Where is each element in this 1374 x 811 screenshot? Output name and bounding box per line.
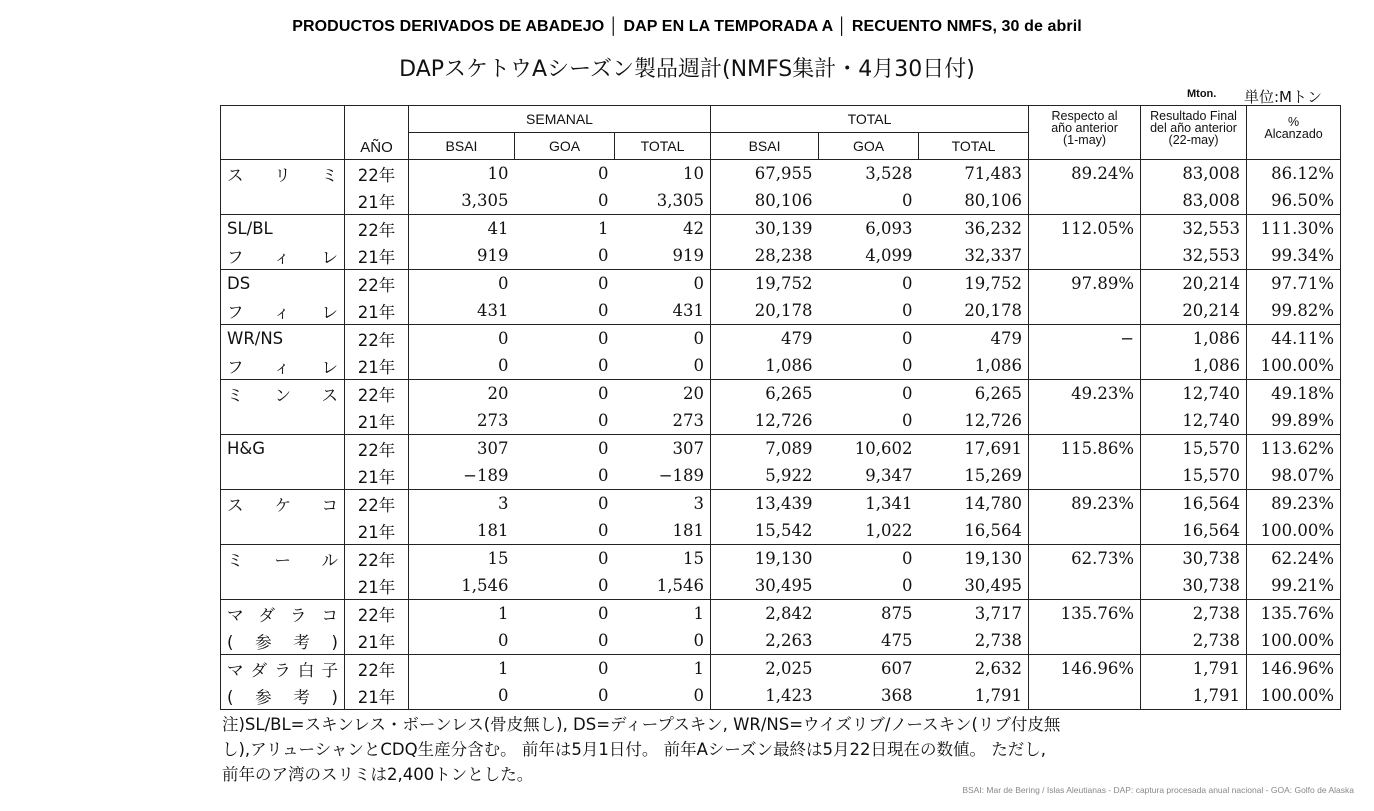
table-row: [221, 215, 1341, 243]
cell-w-goa: 0: [515, 325, 615, 353]
header-prev-year: Respecto al año anterior (1-may): [1029, 106, 1141, 160]
cell-w-bsai: 919: [477, 246, 509, 265]
year-cell: 22年: [345, 545, 409, 573]
year-cell: 21年: [345, 572, 409, 600]
cell-t-goa: 607: [819, 655, 919, 683]
cell-w-goa: 0: [515, 380, 615, 408]
cell-pct: 100.00%: [1260, 356, 1335, 375]
cell-pct: 96.50%: [1271, 191, 1335, 210]
cell-t-goa: 0: [819, 325, 919, 353]
cell-prev: [1029, 517, 1141, 545]
cell-final: 1,086: [1141, 325, 1247, 353]
cell-t-total: 15,269: [919, 462, 1029, 490]
header-row-1: [221, 106, 1341, 133]
cell-w-goa: 0: [598, 301, 609, 320]
cell-t-bsai: 28,238: [754, 246, 813, 265]
cell-w-bsai: 0: [498, 686, 509, 705]
cell-w-bsai: 431: [477, 301, 509, 320]
cell-t-bsai: 5,922: [765, 466, 813, 485]
cell-w-total: 3: [615, 490, 711, 518]
table-row: [221, 242, 1341, 270]
cell-w-total: 273: [615, 407, 711, 435]
production-table: [220, 105, 1341, 710]
cell-t-goa: 9,347: [865, 466, 913, 485]
cell-final: 16,564: [1141, 490, 1247, 518]
cell-w-total: 15: [615, 545, 711, 573]
cell-w-bsai: 3: [409, 490, 515, 518]
cell-prev: [1029, 242, 1141, 270]
cell-prev: 89.23%: [1029, 490, 1141, 518]
cell-w-goa: 0: [515, 655, 615, 683]
table-row: [221, 627, 1341, 655]
cell-t-total: 19,130: [919, 545, 1029, 573]
cell-pct: 99.21%: [1271, 576, 1335, 595]
cell-t-bsai: 6,265: [711, 380, 819, 408]
cell-w-goa: 0: [598, 466, 609, 485]
header-t-bsai: BSAI: [711, 133, 819, 160]
cell-prev: [1029, 187, 1141, 215]
cell-final: 12,740: [1141, 380, 1247, 408]
cell-pct: 146.96%: [1247, 655, 1341, 683]
cell-t-bsai: 1,086: [765, 356, 813, 375]
cell-t-total: 2,738: [919, 627, 1029, 655]
footnote-line: 前年のア湾のスリミは2,400トンとした。: [222, 765, 534, 784]
cell-pct: 113.62%: [1247, 435, 1341, 463]
cell-t-goa: 0: [819, 545, 919, 573]
cell-w-total: 3,305: [615, 187, 711, 215]
cell-t-goa: 0: [902, 411, 913, 430]
table-row: [221, 682, 1341, 710]
table-row: [221, 655, 1341, 683]
cell-pct: 111.30%: [1247, 215, 1341, 243]
product-japanese-name: H&G: [221, 435, 345, 463]
cell-w-total: 10: [615, 160, 711, 188]
product-japanese-name: フィレ: [221, 242, 345, 270]
cell-pct: 86.12%: [1247, 160, 1341, 188]
cell-final: 16,564: [1141, 517, 1247, 545]
cell-final: 30,738: [1141, 545, 1247, 573]
cell-t-total: 12,726: [919, 407, 1029, 435]
cell-t-bsai: 15,542: [754, 521, 813, 540]
table-row: [221, 380, 1341, 408]
cell-w-bsai: 181: [477, 521, 509, 540]
cell-w-bsai: 20: [409, 380, 515, 408]
cell-prev: 112.05%: [1029, 215, 1141, 243]
cell-prev: [1029, 462, 1141, 490]
header-w-bsai: BSAI: [409, 133, 515, 160]
product-japanese-name: (参考): [221, 627, 345, 655]
cell-t-total: 17,691: [919, 435, 1029, 463]
table-row: [221, 270, 1341, 298]
table-row: [221, 545, 1341, 573]
year-cell: 21年: [345, 682, 409, 710]
footnote: [222, 712, 1342, 787]
product-japanese-name: スリミ: [221, 160, 345, 188]
cell-t-total: 1,791: [919, 682, 1029, 710]
year-cell: 21年: [345, 627, 409, 655]
cell-t-bsai: 80,106: [754, 191, 813, 210]
product-japanese-name: マダラ白子: [221, 655, 345, 683]
cell-w-goa: 0: [598, 246, 609, 265]
cell-w-total: 0: [615, 352, 711, 380]
cell-w-bsai: 1: [409, 600, 515, 628]
header-total: TOTAL: [711, 106, 1029, 133]
year-cell: 21年: [345, 462, 409, 490]
cell-t-bsai: 1,423: [765, 686, 813, 705]
cell-prev: [1029, 407, 1141, 435]
cell-t-bsai: 13,439: [711, 490, 819, 518]
product-japanese-name: フィレ: [221, 297, 345, 325]
header-w-goa: GOA: [515, 133, 615, 160]
product-japanese-name: [221, 462, 345, 490]
cell-final: 15,570: [1141, 435, 1247, 463]
cell-w-bsai: 10: [409, 160, 515, 188]
cell-t-goa: 0: [819, 380, 919, 408]
cell-t-bsai: 2,263: [765, 631, 813, 650]
cell-w-goa: 0: [515, 160, 615, 188]
product-japanese-name: フィレ: [221, 352, 345, 380]
product-japanese-name: スケコ: [221, 490, 345, 518]
cell-t-total: 6,265: [919, 380, 1029, 408]
cell-w-bsai: 307: [409, 435, 515, 463]
cell-t-total: 19,752: [919, 270, 1029, 298]
cell-pct: 98.07%: [1271, 466, 1335, 485]
cell-t-bsai: 2,025: [711, 655, 819, 683]
cell-final: 15,570: [1141, 462, 1247, 490]
cell-t-bsai: 12,726: [754, 411, 813, 430]
table-row: [221, 572, 1341, 600]
table-row: [221, 407, 1341, 435]
cell-final: 83,008: [1141, 187, 1247, 215]
cell-w-total: 1: [615, 600, 711, 628]
cell-w-bsai: −189: [463, 466, 509, 485]
cell-pct: 99.34%: [1271, 246, 1335, 265]
cell-pct: 100.00%: [1260, 686, 1335, 705]
cell-w-bsai: 0: [498, 356, 509, 375]
cell-w-bsai: 0: [498, 631, 509, 650]
cell-pct: 97.71%: [1247, 270, 1341, 298]
product-japanese-name: ミール: [221, 545, 345, 573]
product-japanese-name: [221, 407, 345, 435]
cell-pct: 100.00%: [1260, 631, 1335, 650]
year-cell: 22年: [345, 380, 409, 408]
product-japanese-name: DS: [221, 270, 345, 298]
cell-t-goa: 0: [902, 191, 913, 210]
cell-prev: 115.86%: [1029, 435, 1141, 463]
year-cell: 22年: [345, 600, 409, 628]
cell-pct: 49.18%: [1247, 380, 1341, 408]
cell-w-goa: 0: [515, 600, 615, 628]
cell-w-bsai: 1: [409, 655, 515, 683]
cell-t-bsai: 20,178: [754, 301, 813, 320]
header-semanal: SEMANAL: [409, 106, 711, 133]
footnote-line: 注)SL/BL=スキンレス・ボーンレス(骨皮無し), DS=ディープスキン, WR/NS=ウイズリブ/ノースキン(リブ付皮無: [222, 715, 1061, 734]
cell-t-goa: 0: [902, 356, 913, 375]
year-cell: 22年: [345, 270, 409, 298]
cell-pct: 62.24%: [1247, 545, 1341, 573]
cell-t-goa: 475: [881, 631, 913, 650]
cell-final: 30,738: [1141, 572, 1247, 600]
cell-w-total: 919: [615, 242, 711, 270]
product-japanese-name: ミンス: [221, 380, 345, 408]
product-japanese-name: [221, 187, 345, 215]
cell-t-bsai: 19,752: [711, 270, 819, 298]
cell-prev: −: [1029, 325, 1141, 353]
cell-prev: [1029, 352, 1141, 380]
cell-t-bsai: 67,955: [711, 160, 819, 188]
cell-t-goa: 1,022: [865, 521, 913, 540]
cell-w-total: 20: [615, 380, 711, 408]
cell-w-goa: 0: [598, 191, 609, 210]
year-cell: 21年: [345, 187, 409, 215]
product-japanese-name: マダラコ: [221, 600, 345, 628]
cell-prev: 62.73%: [1029, 545, 1141, 573]
cell-t-goa: 0: [902, 576, 913, 595]
year-cell: 22年: [345, 160, 409, 188]
table-row: [221, 462, 1341, 490]
cell-w-bsai: 41: [409, 215, 515, 243]
cell-prev: 89.24%: [1029, 160, 1141, 188]
year-cell: 21年: [345, 517, 409, 545]
cell-w-goa: 0: [598, 356, 609, 375]
cell-pct: 99.89%: [1271, 411, 1335, 430]
cell-t-total: 32,337: [919, 242, 1029, 270]
page-title-spanish: PRODUCTOS DERIVADOS DE ABADEJO │ DAP EN LA TEMPORADA A │ RECUENTO NMFS, 30 de abril: [292, 18, 1082, 35]
cell-prev: 49.23%: [1029, 380, 1141, 408]
year-cell: 21年: [345, 297, 409, 325]
cell-prev: 146.96%: [1029, 655, 1141, 683]
table-row: [221, 517, 1341, 545]
table-row: [221, 160, 1341, 188]
year-cell: 22年: [345, 435, 409, 463]
unit-label-japanese: 単位:Mトン: [1244, 88, 1322, 106]
product-japanese-name: SL/BL: [221, 215, 345, 243]
cell-final: 2,738: [1141, 627, 1247, 655]
product-japanese-name: (参考): [221, 682, 345, 710]
cell-t-total: 30,495: [919, 572, 1029, 600]
cell-pct: 99.82%: [1271, 301, 1335, 320]
cell-prev: [1029, 572, 1141, 600]
cell-t-goa: 0: [819, 270, 919, 298]
table-row: [221, 297, 1341, 325]
cell-w-bsai: 1,546: [461, 576, 509, 595]
cell-prev: 135.76%: [1029, 600, 1141, 628]
table-row: [221, 490, 1341, 518]
cell-t-bsai: 479: [711, 325, 819, 353]
cell-w-total: −189: [615, 462, 711, 490]
cell-w-total: 0: [615, 682, 711, 710]
cell-pct: 89.23%: [1247, 490, 1341, 518]
header-t-goa: GOA: [819, 133, 919, 160]
cell-w-goa: 1: [515, 215, 615, 243]
product-japanese-name: [221, 572, 345, 600]
cell-prev: [1029, 682, 1141, 710]
cell-t-bsai: 19,130: [711, 545, 819, 573]
product-japanese-name: [221, 517, 345, 545]
abbreviation-legend: BSAI: Mar de Bering / Islas Aleutianas - DAP: captura procesada anual nacional - GOA: Golfo de Alaska: [962, 785, 1354, 795]
page-title-japanese: DAPスケトウAシーズン製品週計(NMFS集計・4月30日付): [399, 57, 975, 82]
cell-t-goa: 6,093: [819, 215, 919, 243]
cell-final: 1,086: [1141, 352, 1247, 380]
cell-w-goa: 0: [598, 521, 609, 540]
table-row: [221, 325, 1341, 353]
cell-t-total: 14,780: [919, 490, 1029, 518]
cell-pct: 100.00%: [1260, 521, 1335, 540]
cell-t-total: 2,632: [919, 655, 1029, 683]
cell-t-goa: 1,341: [819, 490, 919, 518]
year-cell: 21年: [345, 242, 409, 270]
cell-final: 32,553: [1141, 215, 1247, 243]
table-row: [221, 187, 1341, 215]
cell-final: 20,214: [1141, 270, 1247, 298]
cell-t-goa: 10,602: [819, 435, 919, 463]
cell-w-goa: 0: [515, 435, 615, 463]
cell-w-total: 1: [615, 655, 711, 683]
cell-pct: 135.76%: [1247, 600, 1341, 628]
cell-w-total: 0: [615, 627, 711, 655]
cell-w-goa: 0: [598, 411, 609, 430]
cell-w-bsai: 3,305: [461, 191, 509, 210]
cell-w-goa: 0: [598, 576, 609, 595]
year-cell: 22年: [345, 655, 409, 683]
cell-w-bsai: 273: [477, 411, 509, 430]
cell-t-goa: 368: [881, 686, 913, 705]
cell-w-goa: 0: [598, 631, 609, 650]
cell-final: 2,738: [1141, 600, 1247, 628]
product-japanese-name: WR/NS: [221, 325, 345, 353]
cell-t-goa: 875: [819, 600, 919, 628]
cell-final: 1,791: [1141, 655, 1247, 683]
cell-t-total: 20,178: [919, 297, 1029, 325]
cell-w-total: 1,546: [615, 572, 711, 600]
cell-w-total: 181: [615, 517, 711, 545]
table-row: [221, 352, 1341, 380]
cell-pct: 44.11%: [1247, 325, 1341, 353]
header-w-total: TOTAL: [615, 133, 711, 160]
cell-prev: [1029, 627, 1141, 655]
cell-w-bsai: 0: [409, 325, 515, 353]
cell-t-goa: 3,528: [819, 160, 919, 188]
year-cell: 21年: [345, 352, 409, 380]
cell-final: 83,008: [1141, 160, 1247, 188]
cell-t-goa: 0: [902, 301, 913, 320]
table-row: [221, 435, 1341, 463]
cell-final: 32,553: [1141, 242, 1247, 270]
cell-t-bsai: 2,842: [711, 600, 819, 628]
cell-prev: [1029, 297, 1141, 325]
cell-w-total: 307: [615, 435, 711, 463]
header-final: Resultado Final del año anterior (22-may): [1141, 106, 1247, 160]
cell-t-total: 71,483: [919, 160, 1029, 188]
year-cell: 21年: [345, 407, 409, 435]
cell-t-total: 80,106: [919, 187, 1029, 215]
cell-w-bsai: 0: [409, 270, 515, 298]
table-row: [221, 600, 1341, 628]
unit-label-spanish: Mton.: [1187, 88, 1217, 100]
header-anio: AÑO: [345, 106, 409, 160]
year-cell: 22年: [345, 215, 409, 243]
cell-t-total: 3,717: [919, 600, 1029, 628]
cell-t-total: 36,232: [919, 215, 1029, 243]
cell-w-total: 431: [615, 297, 711, 325]
header-t-total: TOTAL: [919, 133, 1029, 160]
year-cell: 22年: [345, 325, 409, 353]
cell-w-bsai: 15: [409, 545, 515, 573]
cell-t-total: 1,086: [919, 352, 1029, 380]
cell-w-goa: 0: [515, 490, 615, 518]
cell-t-bsai: 7,089: [711, 435, 819, 463]
cell-w-goa: 0: [598, 686, 609, 705]
cell-t-total: 479: [919, 325, 1029, 353]
cell-w-goa: 0: [515, 270, 615, 298]
cell-final: 12,740: [1141, 407, 1247, 435]
cell-t-goa: 4,099: [865, 246, 913, 265]
cell-t-bsai: 30,495: [754, 576, 813, 595]
footnote-line: し),アリューシャンとCDQ生産分含む。 前年は5月1日付。 前年Aシーズン最終は5月22日現在の数値。 ただし,: [222, 740, 1047, 759]
cell-w-goa: 0: [515, 545, 615, 573]
header-pct: % Alcanzado: [1247, 106, 1341, 160]
header-blank: [221, 106, 345, 160]
cell-final: 20,214: [1141, 297, 1247, 325]
cell-w-total: 42: [615, 215, 711, 243]
cell-prev: 97.89%: [1029, 270, 1141, 298]
cell-w-total: 0: [615, 325, 711, 353]
cell-t-total: 16,564: [919, 517, 1029, 545]
cell-final: 1,791: [1141, 682, 1247, 710]
cell-t-bsai: 30,139: [711, 215, 819, 243]
year-cell: 22年: [345, 490, 409, 518]
cell-w-total: 0: [615, 270, 711, 298]
